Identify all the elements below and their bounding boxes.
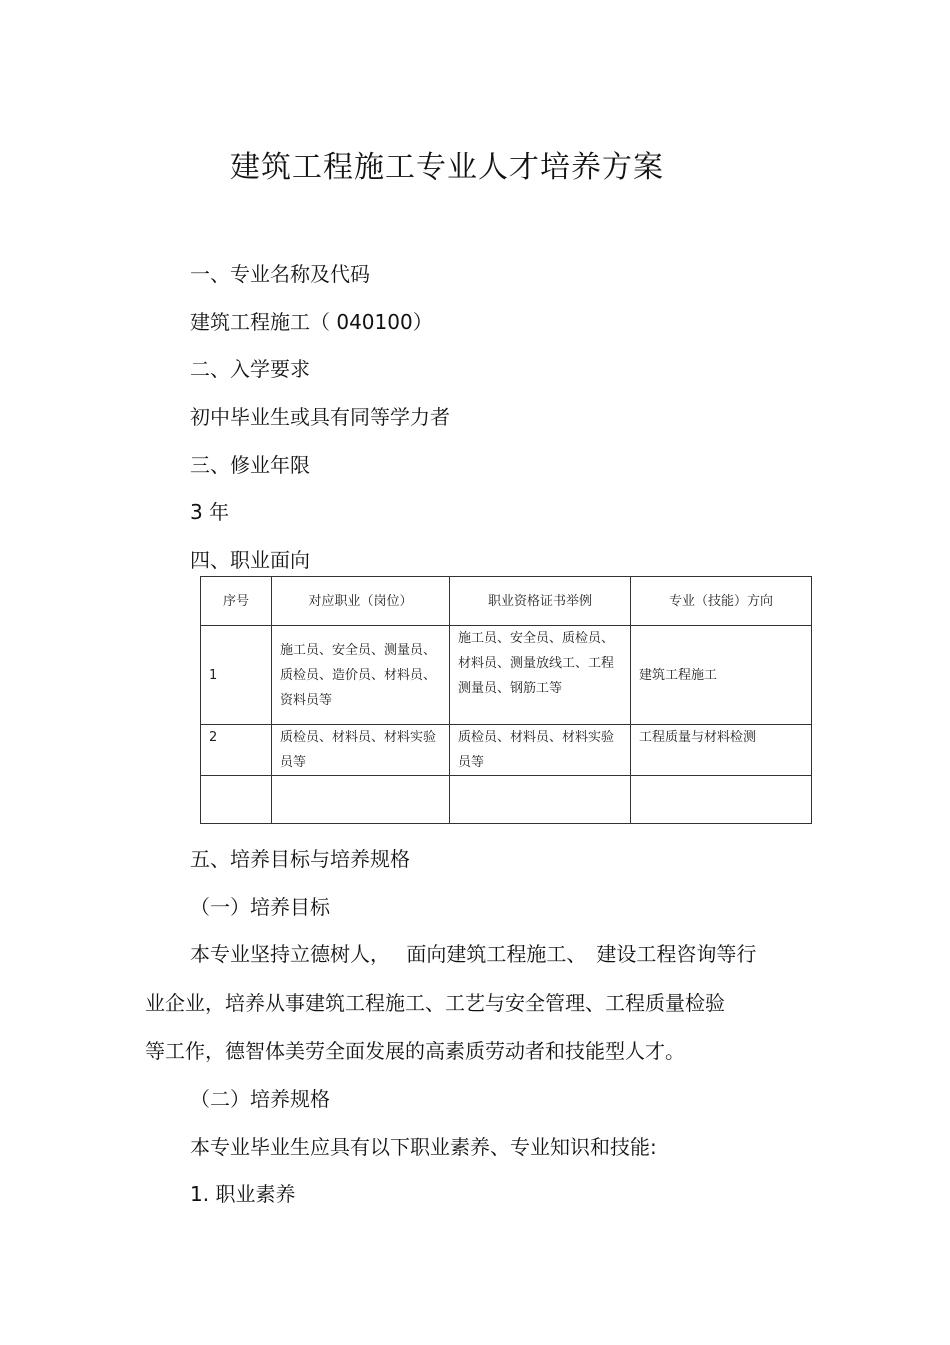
table-cell: 1 bbox=[201, 626, 272, 725]
study-duration: 3 年 bbox=[190, 500, 230, 524]
table-row bbox=[201, 725, 812, 776]
table-row bbox=[201, 626, 812, 725]
table-header-cell: 专业（技能）方向 bbox=[631, 577, 812, 626]
table-header-row bbox=[201, 577, 812, 626]
goal-paragraph-line: 业企业，培养从事建筑工程施工、工艺与安全管理、工程质量检验 bbox=[145, 991, 725, 1015]
admission-requirement: 初中毕业生或具有同等学力者 bbox=[190, 405, 450, 429]
section-heading-duration: 三、修业年限 bbox=[190, 453, 310, 477]
table-cell: 施工员、安全员、测量员、质检员、造价员、材料员、资料员等 bbox=[272, 626, 450, 725]
goal-paragraph-line: 等工作，德智体美劳全面发展的高素质劳动者和技能型人才。 bbox=[145, 1039, 685, 1063]
section-heading-goals: 五、培养目标与培养规格 bbox=[190, 847, 410, 871]
career-table bbox=[200, 576, 812, 824]
major-name-code: 建筑工程施工（ 040100） bbox=[190, 310, 433, 334]
section-heading-career: 四、职业面向 bbox=[190, 548, 310, 572]
table-cell: 建筑工程施工 bbox=[631, 626, 812, 725]
section-heading-admission: 二、入学要求 bbox=[190, 357, 310, 381]
table-cell bbox=[272, 776, 450, 824]
table-cell: 施工员、安全员、质检员、材料员、测量放线工、工程测量员、钢筋工等 bbox=[450, 626, 631, 725]
table-cell bbox=[450, 776, 631, 824]
table-header-cell: 职业资格证书举例 bbox=[450, 577, 631, 626]
subheading-spec: （二）培养规格 bbox=[190, 1087, 330, 1111]
table-cell: 工程质量与材料检测 bbox=[631, 725, 812, 776]
page-title: 建筑工程施工专业人才培养方案 bbox=[230, 150, 664, 185]
table-cell bbox=[631, 776, 812, 824]
subheading-goal: （一）培养目标 bbox=[190, 895, 330, 919]
table-cell: 2 bbox=[201, 725, 272, 776]
spec-item: 1. 职业素养 bbox=[190, 1182, 296, 1206]
goal-paragraph-line: 本专业坚持立德树人， 面向建筑工程施工、 建设工程咨询等行 bbox=[190, 942, 757, 966]
table-row bbox=[201, 776, 812, 824]
spec-paragraph: 本专业毕业生应具有以下职业素养、专业知识和技能: bbox=[190, 1135, 657, 1159]
table-cell bbox=[201, 776, 272, 824]
table-header-cell: 对应职业（岗位） bbox=[272, 577, 450, 626]
table-cell: 质检员、材料员、材料实验员等 bbox=[450, 725, 631, 776]
table-cell: 质检员、材料员、材料实验员等 bbox=[272, 725, 450, 776]
table-header-cell: 序号 bbox=[201, 577, 272, 626]
section-heading-major: 一、专业名称及代码 bbox=[190, 262, 370, 286]
